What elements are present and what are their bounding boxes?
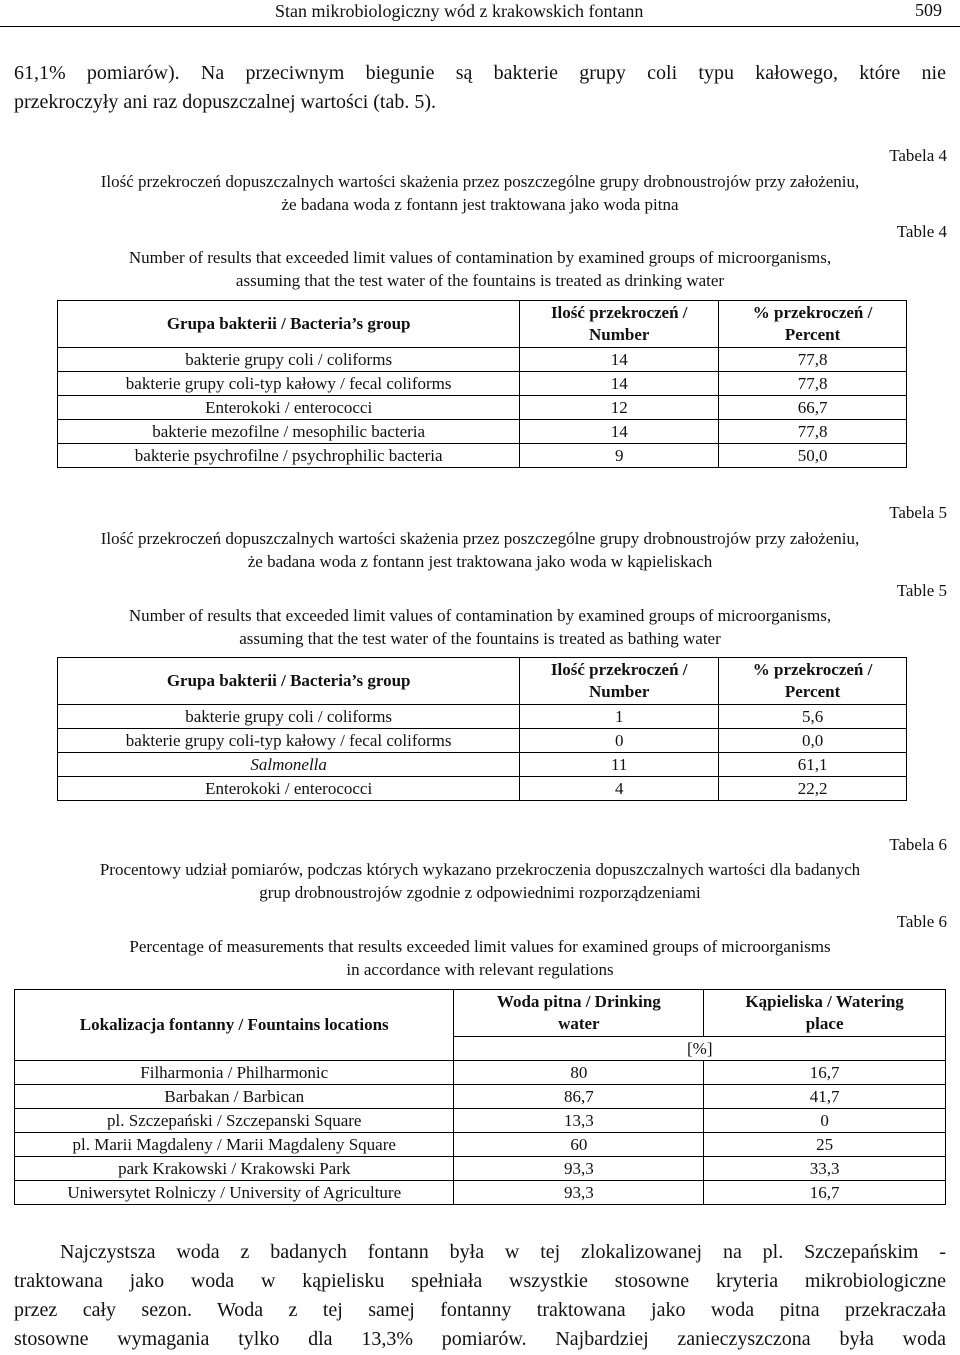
table4-caption-en <box>14 246 946 292</box>
table5-header-number-line2: Number <box>589 682 650 701</box>
table-row <box>58 777 907 801</box>
closing-paragraph <box>14 1238 946 1354</box>
table4-cell-percent: 50,0 <box>719 444 907 468</box>
table4-cell-group: bakterie mezofilne / mesophilic bacteria <box>58 420 520 444</box>
table-row <box>15 1061 946 1085</box>
table5-cell-number: 11 <box>520 753 719 777</box>
running-title: Stan mikrobiologiczny wód z krakowskich fontann <box>275 1 644 21</box>
table5-cell-group: bakterie grupy coli-typ kałowy / fecal coliforms <box>58 729 520 753</box>
table6-header-bathing-line1: Kąpieliska / Watering <box>745 992 904 1011</box>
table6-header-bathing <box>704 990 946 1037</box>
table-row <box>58 348 907 372</box>
table-row <box>15 1109 946 1133</box>
table4-cell-group: bakterie psychrofilne / psychrophilic bacteria <box>58 444 520 468</box>
table-row <box>58 372 907 396</box>
table5-caption-pl <box>14 527 946 573</box>
table6-cell-location: Filharmonia / Philharmonic <box>15 1061 454 1085</box>
table6-cell-bathing: 25 <box>704 1133 946 1157</box>
table4-header-number-line2: Number <box>589 325 650 344</box>
table4-label-pl: Tabela 4 <box>889 146 947 165</box>
table4-cell-group: bakterie grupy coli-typ kałowy / fecal coliforms <box>58 372 520 396</box>
table6-cell-location: Barbakan / Barbican <box>15 1085 454 1109</box>
table6-cell-bathing: 16,7 <box>704 1181 946 1205</box>
table5-cell-number: 0 <box>520 729 719 753</box>
table5-caption-pl-line1: Ilość przekroczeń dopuszczalnych wartości skażenia przez poszczególne grupy drobnoustrojów przy założeniu, <box>100 529 860 548</box>
table4-header-percent-line1: % przekroczeń / <box>752 303 873 322</box>
table5-header-group: Grupa bakterii / Bacteria’s group <box>58 658 520 705</box>
table6-caption-en-line2: in accordance with relevant regulations <box>346 960 614 979</box>
table4-cell-percent: 77,8 <box>719 420 907 444</box>
table5-header-percent-line1: % przekroczeń / <box>752 660 873 679</box>
table6-caption-en <box>14 935 946 981</box>
intro-paragraph <box>14 59 946 117</box>
table6-cell-drinking: 93,3 <box>454 1181 704 1205</box>
table6-header-bathing-line2: place <box>805 1014 844 1033</box>
table4-header-number <box>520 301 719 348</box>
table4-caption-pl-line2: że badana woda z fontann jest traktowana jako woda pitna <box>281 195 679 214</box>
table6-cell-drinking: 60 <box>454 1133 704 1157</box>
table6-unit: [%] <box>454 1037 946 1061</box>
table5-label-pl: Tabela 5 <box>889 503 947 522</box>
table-row <box>15 1157 946 1181</box>
table4-cell-number: 14 <box>520 348 719 372</box>
table6-cell-drinking: 93,3 <box>454 1157 704 1181</box>
table4-header-number-line1: Ilość przekroczeń / <box>550 303 688 322</box>
table5-header-percent <box>719 658 907 705</box>
closing-line-4: stosowne wymagania tylko dla 13,3% pomiarów. Najbardziej zanieczyszczona była woda <box>14 1328 946 1350</box>
table5-header-percent-line2: Percent <box>784 682 841 701</box>
table6-cell-location: pl. Szczepański / Szczepanski Square <box>15 1109 454 1133</box>
table6-cell-bathing: 0 <box>704 1109 946 1133</box>
table4-header-percent-line2: Percent <box>784 325 841 344</box>
table-row <box>15 1181 946 1205</box>
table4-label-en: Table 4 <box>896 222 947 241</box>
table6-header-row <box>15 990 946 1037</box>
table5-cell-percent: 61,1 <box>719 753 907 777</box>
table5-header-number-line1: Ilość przekroczeń / <box>550 660 688 679</box>
table6-label-en: Table 6 <box>896 912 947 931</box>
table6-header-drinking-line1: Woda pitna / Drinking <box>496 992 661 1011</box>
table6-cell-drinking: 80 <box>454 1061 704 1085</box>
table4-cell-group: bakterie grupy coli / coliforms <box>58 348 520 372</box>
table6-label-pl: Tabela 6 <box>889 835 947 854</box>
table5-cell-group: bakterie grupy coli / coliforms <box>58 705 520 729</box>
page-number: 509 <box>915 0 942 20</box>
table5-cell-number: 1 <box>520 705 719 729</box>
table6-cell-drinking: 86,7 <box>454 1085 704 1109</box>
table6-caption-en-line1: Percentage of measurements that results exceeded limit values for examined groups of microorganisms <box>129 937 831 956</box>
table4-caption-en-line1: Number of results that exceeded limit values of contamination by examined groups of microorganisms, <box>128 248 832 267</box>
table6-header-location: Lokalizacja fontanny / Fountains locations <box>15 990 454 1061</box>
table6-header-drinking-line2: water <box>558 1014 600 1033</box>
table5-caption-pl-line2: że badana woda z fontann jest traktowana jako woda w kąpieliskach <box>247 552 713 571</box>
table-row <box>58 420 907 444</box>
table5-cell-group: Salmonella <box>58 753 520 777</box>
table6-cell-drinking: 13,3 <box>454 1109 704 1133</box>
table4-caption-pl <box>14 170 946 216</box>
table4-caption-pl-line1: Ilość przekroczeń dopuszczalnych wartości skażenia przez poszczególne grupy drobnoustrojów przy założeniu, <box>100 172 860 191</box>
closing-line-2: traktowana jako woda w kąpielisku spełniała wszystkie stosowne kryteria mikrobiologiczne <box>14 1270 946 1292</box>
table5-header-row <box>58 658 907 705</box>
table-row <box>58 444 907 468</box>
intro-line-1: 61,1% pomiarów). Na przeciwnym biegunie są bakterie grupy coli typu kałowego, które nie <box>14 62 946 84</box>
table4 <box>57 300 907 468</box>
table6-cell-location: Uniwersytet Rolniczy / University of Agriculture <box>15 1181 454 1205</box>
table4-header-percent <box>719 301 907 348</box>
table5 <box>57 657 907 801</box>
table5-cell-percent: 0,0 <box>719 729 907 753</box>
table4-cell-number: 12 <box>520 396 719 420</box>
table-row <box>58 396 907 420</box>
table4-cell-group: Enterokoki / enterococci <box>58 396 520 420</box>
table6-cell-bathing: 16,7 <box>704 1061 946 1085</box>
table4-cell-number: 9 <box>520 444 719 468</box>
table4-caption-en-line2: assuming that the test water of the fountains is treated as drinking water <box>235 271 725 290</box>
closing-line-1: Najczystsza woda z badanych fontann była w tej zlokalizowanej na pl. Szczepańskim - <box>60 1241 946 1263</box>
table-row <box>58 729 907 753</box>
table4-cell-number: 14 <box>520 420 719 444</box>
table4-cell-number: 14 <box>520 372 719 396</box>
closing-line-3: przez cały sezon. Woda z tej samej fontanny traktowana jako woda pitna przekraczała <box>14 1299 946 1321</box>
table-row <box>58 705 907 729</box>
page-header <box>0 0 960 27</box>
table4-cell-percent: 66,7 <box>719 396 907 420</box>
table5-cell-percent: 22,2 <box>719 777 907 801</box>
table4-cell-percent: 77,8 <box>719 372 907 396</box>
table-row <box>58 753 907 777</box>
table6-header-drinking <box>454 990 704 1037</box>
table6-caption-pl <box>14 858 946 904</box>
table5-caption-en-line1: Number of results that exceeded limit values of contamination by examined groups of microorganisms, <box>128 606 832 625</box>
table4-header-group: Grupa bakterii / Bacteria’s group <box>58 301 520 348</box>
table6-cell-bathing: 41,7 <box>704 1085 946 1109</box>
table4-header-row <box>58 301 907 348</box>
table5-header-number <box>520 658 719 705</box>
table4-cell-percent: 77,8 <box>719 348 907 372</box>
table-row <box>15 1133 946 1157</box>
table6-cell-location: park Krakowski / Krakowski Park <box>15 1157 454 1181</box>
table-row <box>15 1085 946 1109</box>
table6-cell-bathing: 33,3 <box>704 1157 946 1181</box>
table5-cell-percent: 5,6 <box>719 705 907 729</box>
table5-caption-en-line2: assuming that the test water of the fountains is treated as bathing water <box>239 629 721 648</box>
table5-label-en: Table 5 <box>896 581 947 600</box>
table6-cell-location: pl. Marii Magdaleny / Marii Magdaleny Square <box>15 1133 454 1157</box>
table5-cell-group: Enterokoki / enterococci <box>58 777 520 801</box>
table6-caption-pl-line2: grup drobnoustrojów zgodnie z odpowiednimi rozporządzeniami <box>259 883 701 902</box>
table5-cell-number: 4 <box>520 777 719 801</box>
table6 <box>14 989 946 1205</box>
table5-caption-en <box>14 604 946 650</box>
table6-caption-pl-line1: Procentowy udział pomiarów, podczas których wykazano przekroczenia dopuszczalnych wartości dla badanych <box>99 860 861 879</box>
intro-line-2: przekroczyły ani raz dopuszczalnej wartości (tab. 5). <box>14 91 437 113</box>
